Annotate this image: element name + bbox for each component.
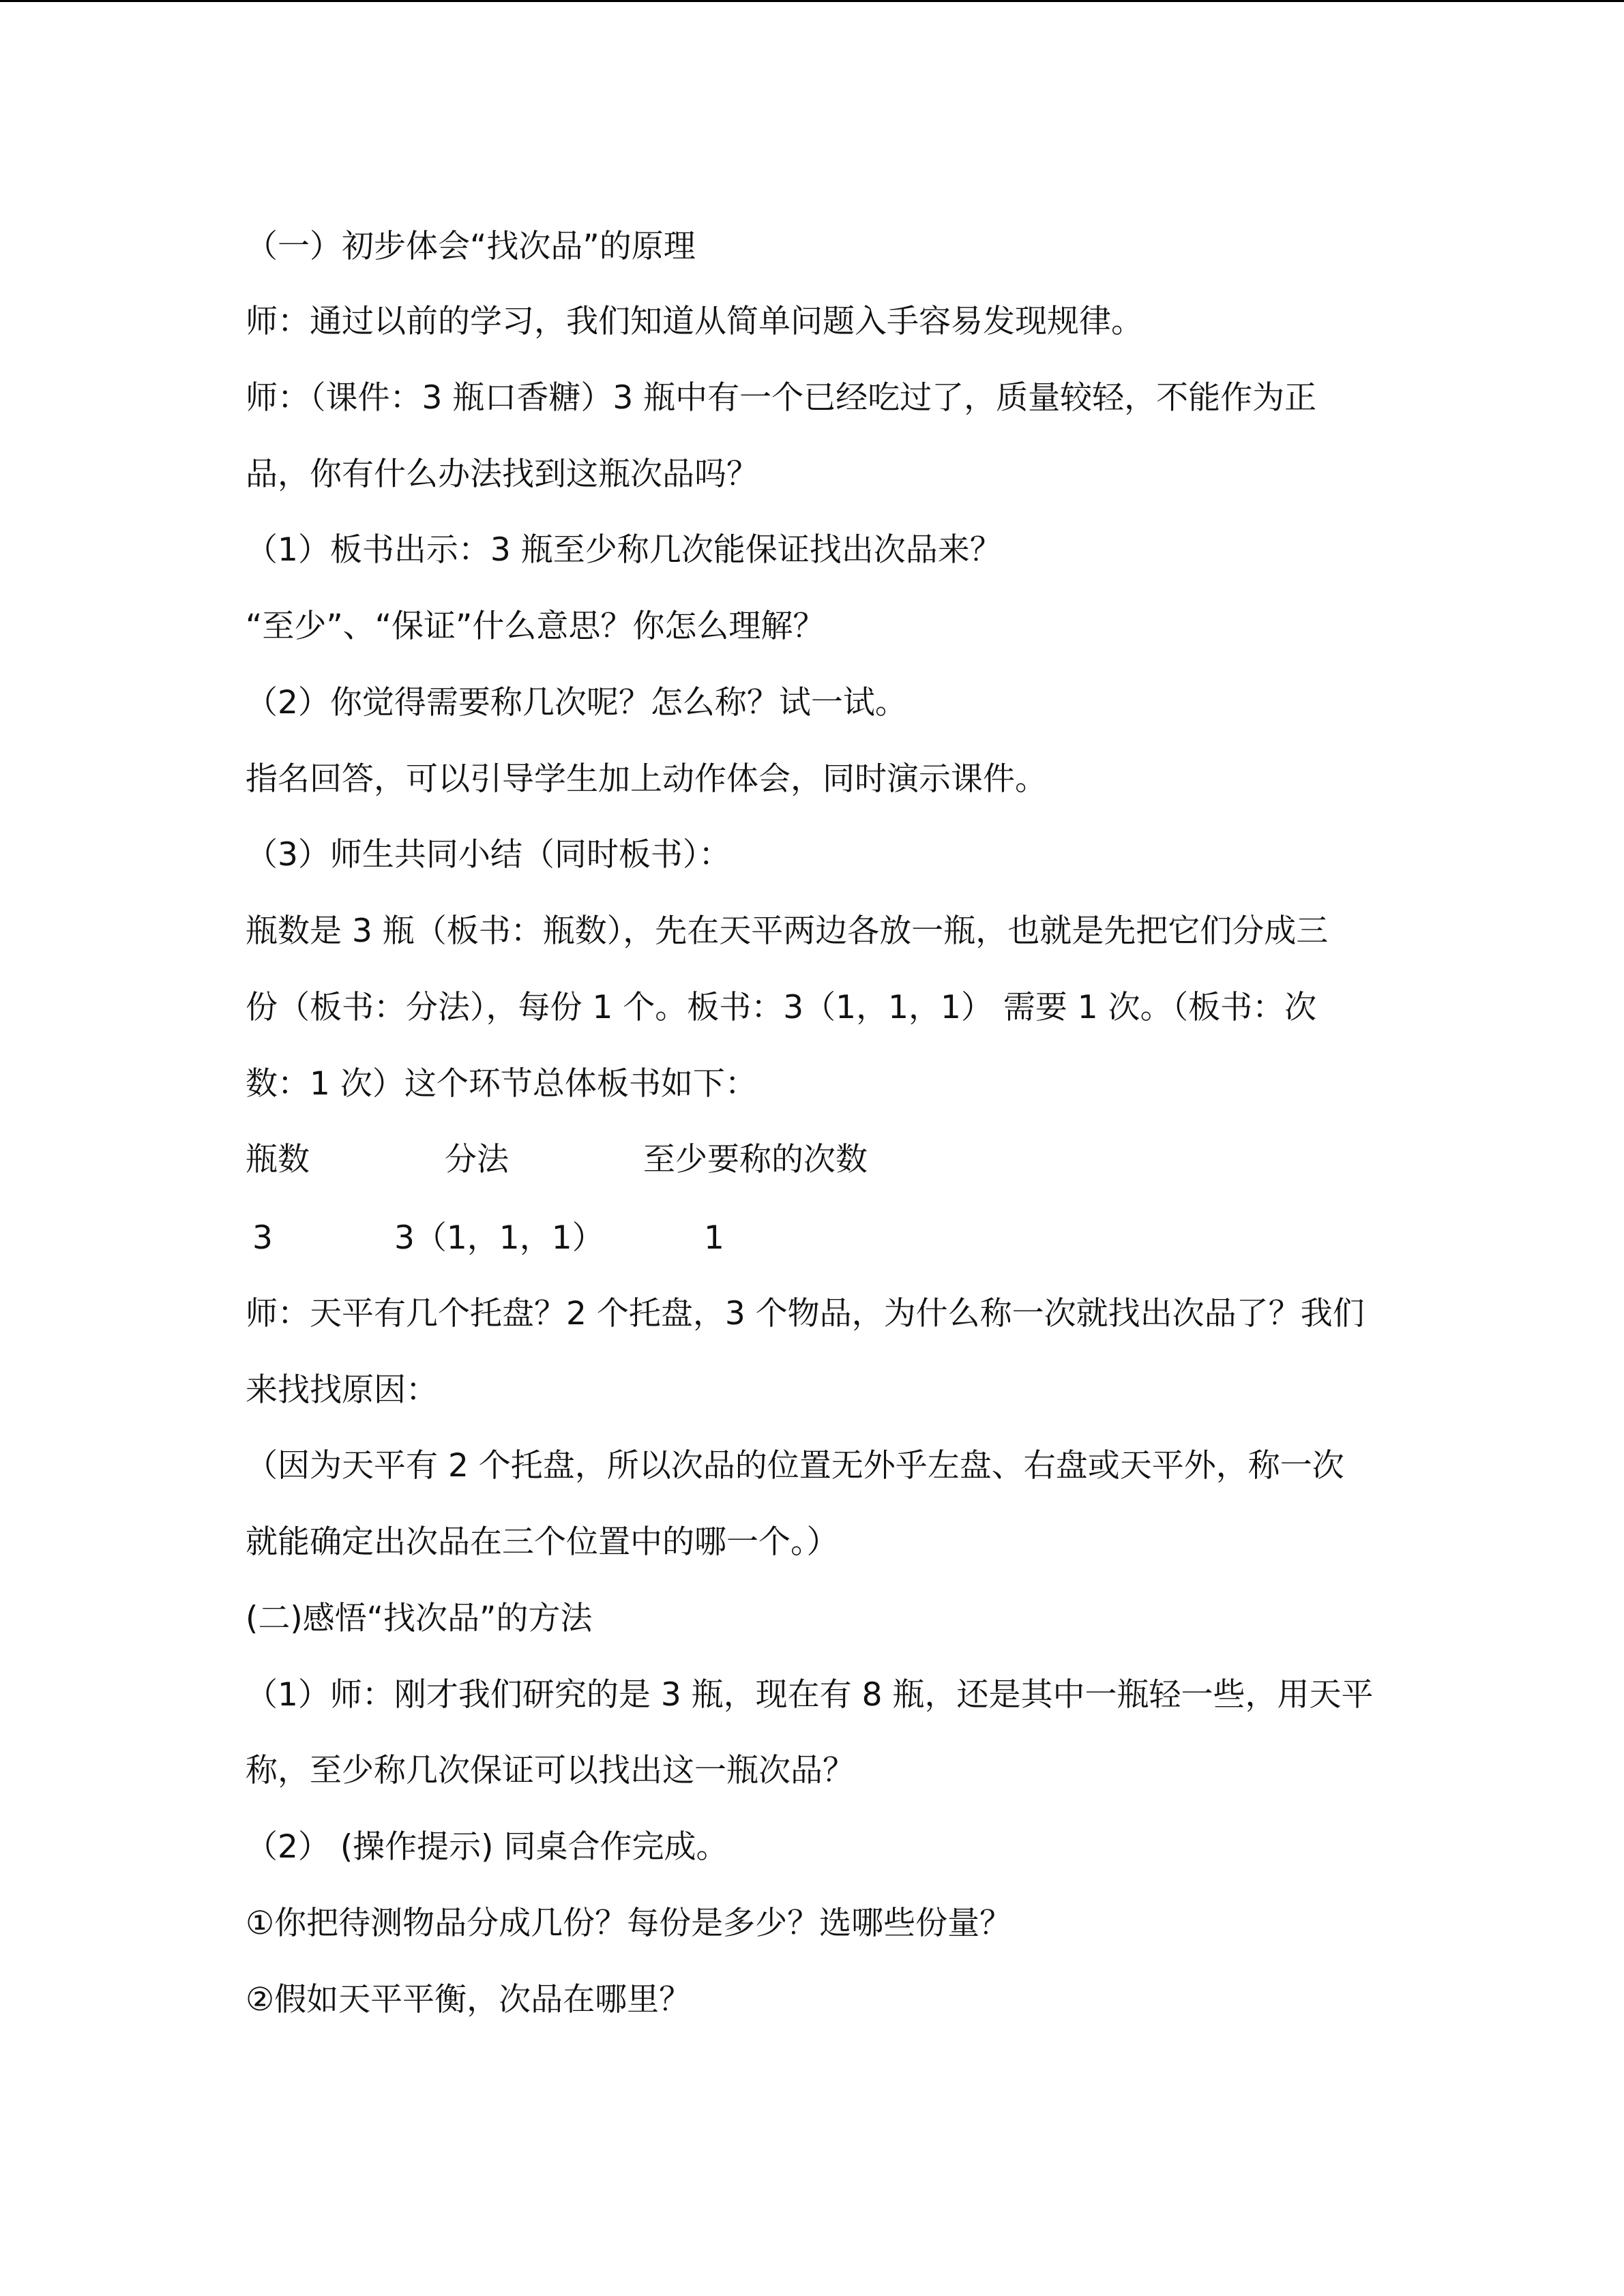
paragraph-line: （因为天平有 2 个托盘，所以次品的位置无外乎左盘、右盘或天平外，称一次 [246, 1447, 1344, 1485]
section-heading-2: (二)感悟“找次品”的方法 [246, 1600, 593, 1637]
paragraph-line: 来找找原因： [246, 1371, 438, 1409]
paragraph-line: （2） (操作提示) 同桌合作完成。 [246, 1828, 728, 1866]
paragraph-line: 品，你有什么办法找到这瓶次品吗？ [246, 456, 758, 493]
board-table-row [246, 1218, 1200, 1259]
paragraph-line: （1）板书出示：3 瓶至少称几次能保证找出次品来？ [246, 531, 1002, 569]
paragraph-line: ①你把待测物品分成几份？每份是多少？选哪些份量？ [246, 1905, 1012, 1942]
paragraph-line: 师：天平有几个托盘？2 个托盘，3 个物品，为什么称一次就找出次品了？我们 [246, 1295, 1365, 1332]
paragraph-line: 称，至少称几次保证可以找出这一瓶次品？ [246, 1752, 855, 1789]
table-cell-bottles: 3 [252, 1219, 273, 1257]
page-top-border [0, 0, 1624, 2]
paragraph-line: “至少”、“保证”什么意思？你怎么理解？ [246, 608, 825, 645]
paragraph-line: 就能确定出次品在三个位置中的哪一个。） [246, 1523, 839, 1561]
paragraph-line: 份（板书：分法），每份 1 个。板书：3（1，1，1） 需要 1 次。（板书：次 [246, 989, 1317, 1026]
section-heading-1: （一）初步体会“找次品”的原理 [246, 228, 696, 265]
table-cell-min-weighings: 1 [704, 1219, 724, 1257]
table-header-min-weighings: 至少要称的次数 [643, 1141, 868, 1178]
paragraph-line: （1）师：刚才我们研究的是 3 瓶，现在有 8 瓶，还是其中一瓶轻一些，用天平 [246, 1676, 1374, 1714]
board-table-header [246, 1139, 1200, 1180]
table-header-method: 分法 [445, 1141, 509, 1178]
paragraph-line: （3）师生共同小结（同时板书）： [246, 836, 731, 874]
table-header-bottles: 瓶数 [246, 1141, 310, 1178]
paragraph-line: 瓶数是 3 瓶（板书：瓶数），先在天平两边各放一瓶，也就是先把它们分成三 [246, 912, 1329, 950]
paragraph-line: 师：（课件：3 瓶口香糖）3 瓶中有一个已经吃过了，质量较轻，不能作为正 [246, 379, 1317, 417]
paragraph-line: 指名回答，可以引导学生加上动作体会，同时演示课件。 [246, 760, 1047, 798]
paragraph-line: 师：通过以前的学习，我们知道从简单问题入手容易发现规律。 [246, 303, 1143, 340]
paragraph-line: 数：1 次）这个环节总体板书如下： [246, 1065, 757, 1103]
paragraph-line: ②假如天平平衡，次品在哪里？ [246, 1981, 692, 2018]
paragraph-line: （2）你觉得需要称几次呢？怎么称？试一试。 [246, 684, 907, 721]
table-cell-method: 3（1，1，1） [394, 1219, 604, 1257]
